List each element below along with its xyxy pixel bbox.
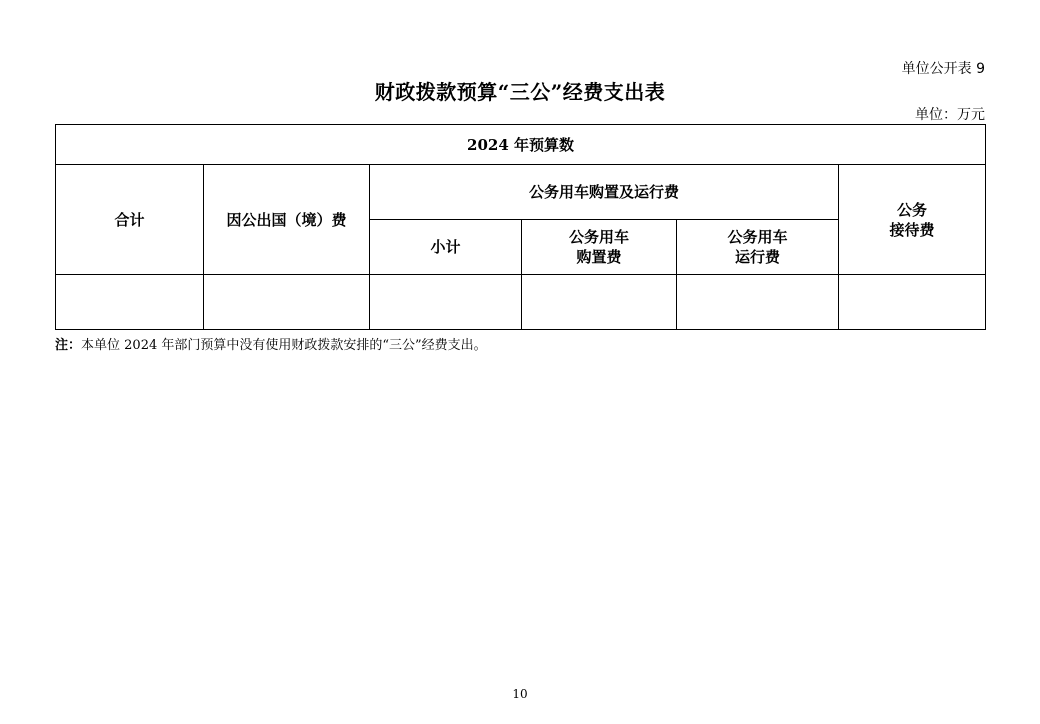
- vehicle-operation-value-cell: [677, 275, 839, 330]
- vehicle-subtotal-header-cell: [370, 220, 522, 275]
- table-number: 单位公开表 9: [901, 61, 985, 77]
- total-value-cell: [56, 275, 204, 330]
- overseas-header-label: 因公出国（境）费: [226, 210, 347, 229]
- year-header-label: 2024 年预算数: [467, 135, 575, 154]
- budget-table: [55, 124, 986, 330]
- vehicle-purchase-header-cell: [522, 220, 677, 275]
- reception-value-cell: [839, 275, 986, 330]
- overseas-value-cell: [204, 275, 370, 330]
- total-header-cell: [56, 165, 204, 275]
- overseas-header-cell: [204, 165, 370, 275]
- reception-header-cell: [839, 165, 986, 275]
- vehicle-operation-header-line1: 公务用车: [727, 228, 788, 246]
- column-header-row: [56, 165, 986, 220]
- footnote-text: 本单位 2024 年部门预算中没有使用财政拨款安排的“三公”经费支出。: [81, 338, 487, 353]
- vehicle-group-header-label: 公务用车购置及运行费: [528, 183, 679, 201]
- year-header-row: [56, 125, 986, 165]
- footnote: [55, 337, 487, 355]
- page-number: 10: [512, 687, 528, 701]
- table-row: [56, 275, 986, 330]
- vehicle-purchase-header-line2: 购置费: [576, 248, 622, 266]
- year-header-cell: [56, 125, 986, 165]
- total-header-label: 合计: [114, 210, 145, 229]
- vehicle-purchase-value-cell: [522, 275, 677, 330]
- vehicle-group-header-cell: [370, 165, 839, 220]
- page-title: 财政拨款预算“三公”经费支出表: [374, 80, 666, 104]
- reception-header-line1: 公务: [897, 200, 928, 219]
- vehicle-purchase-header-line1: 公务用车: [568, 228, 629, 246]
- reception-header-line2: 接待费: [889, 220, 935, 239]
- unit-label: 单位：万元: [915, 107, 985, 123]
- vehicle-subtotal-header-label: 小计: [430, 238, 461, 256]
- vehicle-operation-header-cell: [677, 220, 839, 275]
- vehicle-subtotal-value-cell: [370, 275, 522, 330]
- footnote-prefix: 注：: [55, 338, 82, 353]
- vehicle-operation-header-line2: 运行费: [734, 248, 780, 266]
